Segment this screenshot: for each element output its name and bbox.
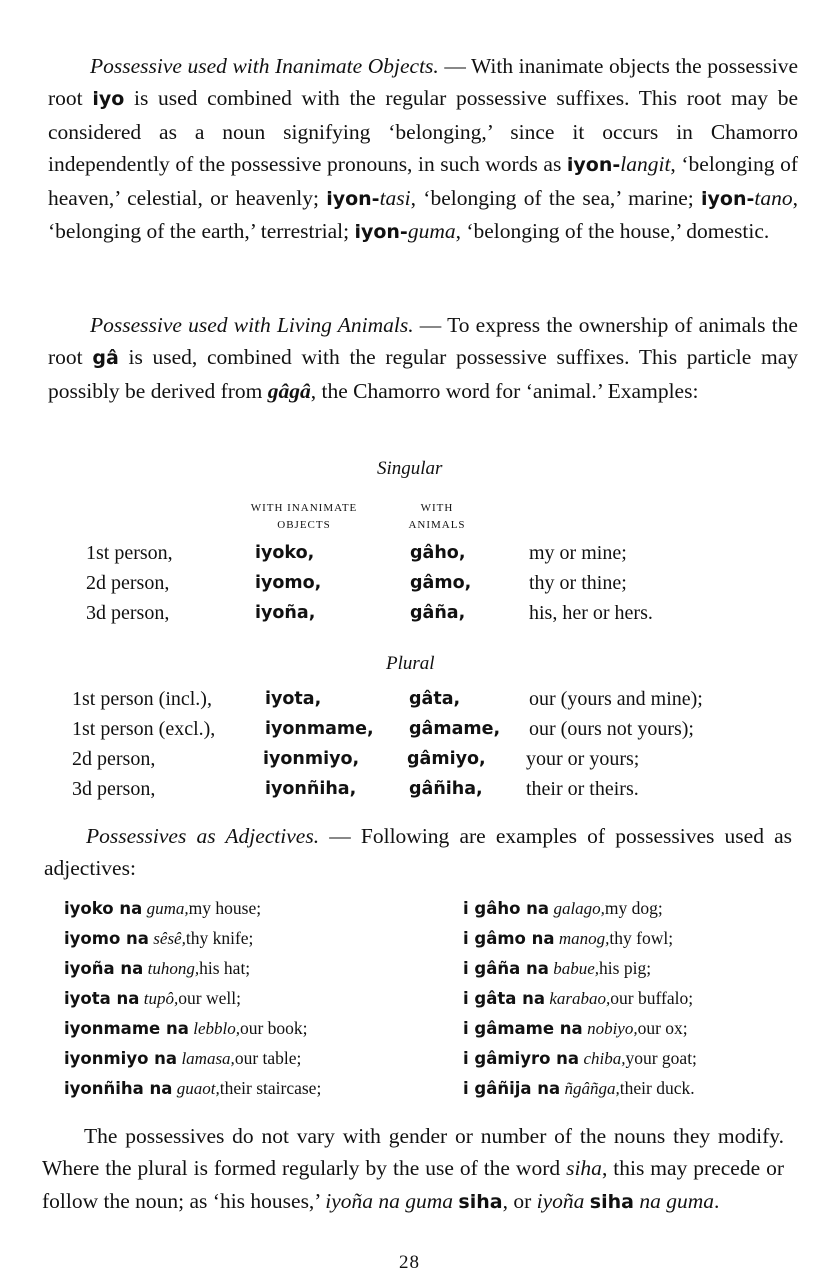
gloss: your or yours; bbox=[526, 748, 640, 770]
example-right: i gâmo na manog, thy fowl; bbox=[463, 928, 674, 948]
table-row bbox=[0, 602, 819, 632]
person-label: 1st person (incl.), bbox=[72, 688, 212, 710]
person-label: 2d person, bbox=[86, 572, 170, 594]
column-heading-inanimate: WITH INANIMATE OBJECTS bbox=[250, 502, 358, 531]
animal-form: gâta, bbox=[409, 689, 461, 709]
animal-form: gâmiyo, bbox=[407, 749, 486, 769]
inanimate-form: iyoko, bbox=[255, 543, 315, 563]
animal-form: gâmo, bbox=[410, 573, 472, 593]
person-label: 1st person, bbox=[86, 542, 173, 564]
example-left: iyoña na tuhong, his hat; bbox=[64, 958, 251, 978]
heading-animals: Possessive used with Living Animals. bbox=[90, 313, 414, 337]
example-left: iyomo na sêsê, thy knife; bbox=[64, 928, 254, 948]
example-left: iyota na tupô, our well; bbox=[64, 988, 241, 1008]
table-row bbox=[0, 572, 819, 602]
person-label: 1st person (excl.), bbox=[72, 718, 216, 740]
paragraph-adjectives: Possessives as Adjectives. — Following are examples of possessives used as adjectives: bbox=[44, 824, 793, 881]
example-right: i gâmiyro na chiba, your goat; bbox=[463, 1048, 697, 1068]
table-row bbox=[0, 688, 819, 718]
example-left: iyonmame na lebblo, our book; bbox=[64, 1018, 308, 1038]
inanimate-form: iyonñiha, bbox=[265, 779, 357, 799]
inanimate-form: iyoña, bbox=[255, 603, 316, 623]
inanimate-form: iyomo, bbox=[255, 573, 322, 593]
example-right: i gâña na babue, his pig; bbox=[463, 958, 652, 978]
table-row bbox=[0, 748, 819, 778]
animal-form: gâñiha, bbox=[409, 779, 483, 799]
table-row bbox=[0, 718, 819, 748]
example-row bbox=[0, 1078, 819, 1108]
paragraph-plural-note: The possessives do not vary with gender or number of the nouns they modify. Where the plural is formed regularly by the use of the word siha, this may precede or follow the noun; as ‘his houses,’ iyoña na guma siha, or iyoña siha na guma. bbox=[42, 1124, 784, 1213]
example-right: i gâñija na ñgâñga, their duck. bbox=[463, 1078, 695, 1098]
heading-adjectives: Possessives as Adjectives. bbox=[86, 824, 320, 848]
animal-form: gâho, bbox=[410, 543, 466, 563]
table-row bbox=[0, 778, 819, 808]
gloss: our (ours not yours); bbox=[529, 718, 694, 740]
person-label: 3d person, bbox=[72, 778, 156, 800]
person-label: 3d person, bbox=[86, 602, 170, 624]
paragraph-animals: Possessive used with Living Animals. — To express the ownership of animals the root gâ is used, combined with the regular possessive suffixes. This particle may possibly be derived from gâgâ, the Chamorro word for ‘animal.’ Examples: bbox=[48, 313, 798, 403]
animal-form: gâña, bbox=[410, 603, 466, 623]
column-heading-animals: WITH ANIMALS bbox=[408, 502, 466, 531]
example-right: i gâho na galago, my dog; bbox=[463, 898, 663, 918]
gloss: my or mine; bbox=[529, 542, 627, 564]
example-row bbox=[0, 958, 819, 988]
example-row bbox=[0, 928, 819, 958]
example-row bbox=[0, 1048, 819, 1078]
example-right: i gâta na karabao, our buffalo; bbox=[463, 988, 694, 1008]
animal-form: gâmame, bbox=[409, 719, 501, 739]
gloss: thy or thine; bbox=[529, 572, 627, 594]
example-row bbox=[0, 898, 819, 928]
singular-heading: Singular bbox=[377, 458, 443, 479]
gloss: their or theirs. bbox=[526, 778, 639, 800]
inanimate-form: iyonmiyo, bbox=[263, 749, 360, 769]
example-right: i gâmame na nobiyo, our ox; bbox=[463, 1018, 688, 1038]
person-label: 2d person, bbox=[72, 748, 156, 770]
gloss: our (yours and mine); bbox=[529, 688, 703, 710]
page-number: 28 bbox=[399, 1252, 420, 1273]
gloss: his, her or hers. bbox=[529, 602, 653, 624]
inanimate-form: iyonmame, bbox=[265, 719, 374, 739]
table-row bbox=[0, 542, 819, 572]
example-row bbox=[0, 988, 819, 1018]
inanimate-form: iyota, bbox=[265, 689, 322, 709]
example-left: iyoko na guma, my house; bbox=[64, 898, 262, 918]
heading-inanimate: Possessive used with Inanimate Objects. bbox=[90, 54, 439, 78]
example-left: iyonñiha na guaot, their staircase; bbox=[64, 1078, 322, 1098]
plural-heading: Plural bbox=[386, 653, 435, 674]
example-row bbox=[0, 1018, 819, 1048]
paragraph-inanimate: Possessive used with Inanimate Objects. — With inanimate objects the possessive root iyo is used combined with the regular possessive suffixes. This root may be considered as a noun signifying ‘belonging,’ since it occurs in Chamorro independently of the possessive pronouns, in such words as iyon-langit, ‘belonging of heaven,’ celestial, or heavenly; iyon-tasi, ‘belonging of the sea,’ marine; iyon-tano, ‘belonging of the earth,’ terrestrial; iyon-guma, ‘belonging of the house,’ domestic. bbox=[48, 54, 798, 244]
example-left: iyonmiyo na lamasa, our table; bbox=[64, 1048, 302, 1068]
